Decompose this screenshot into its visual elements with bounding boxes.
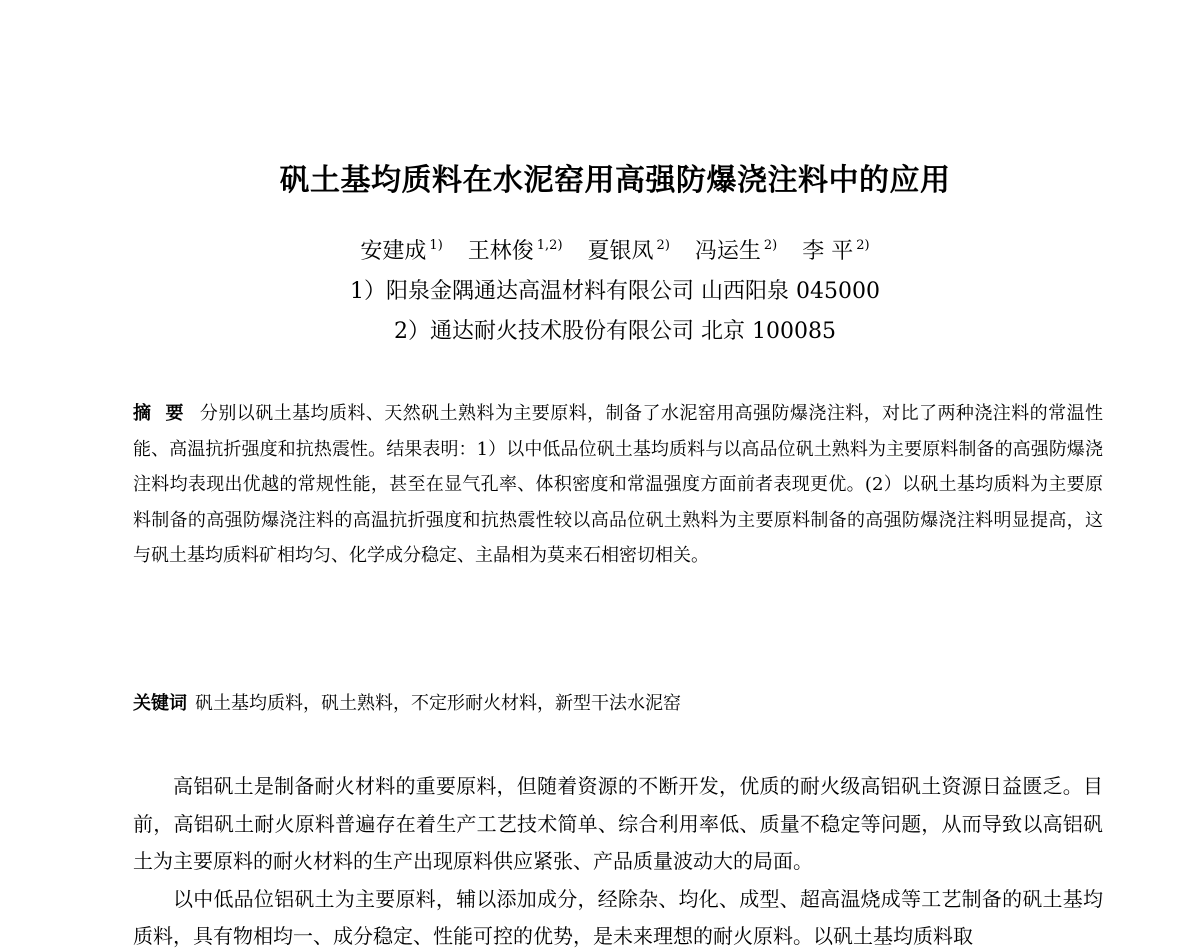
author-affiliation-mark: 2)	[656, 238, 670, 253]
author-name: 夏银凤	[587, 239, 654, 264]
author-name: 安建成	[360, 239, 427, 264]
body-paragraph: 高铝矾土是制备耐火材料的重要原料，但随着资源的不断开发，优质的耐火级高铝矾土资源日益匮乏。目前，高铝矾土耐火原料普遍存在着生产工艺技术简单、综合利用率低、质量不稳定等问题，从而导致以高铝矾土为主要原料的耐火材料的生产出现原料供应紧张、产品质量波动大的局面。	[133, 774, 1103, 873]
affiliation-2: 2）通达耐火技术股份有限公司 北京 100085	[394, 319, 836, 344]
author	[695, 228, 777, 270]
body-paragraph: 以中低品位铝矾土为主要原料，辅以添加成分，经除杂、均化、成型、超高温烧成等工艺制备的矾土基均质料，具有物相均一、成分稳定、性能可控的优势，是未来理想的耐火原料。以矾土基均质料取	[133, 886, 1103, 948]
affiliation-1: 1）阳泉金隅通达高温材料有限公司 山西阳泉 045000	[350, 279, 880, 304]
author-affiliation-mark: 1)	[429, 238, 443, 253]
keywords	[133, 686, 1103, 721]
author-affiliation-mark: 2)	[856, 238, 870, 253]
body-text	[133, 768, 1103, 952]
author	[802, 228, 869, 270]
author-affiliation-mark: 2)	[763, 238, 778, 253]
author-list	[0, 228, 1200, 270]
author	[588, 228, 670, 270]
author-name: 冯运生	[694, 239, 761, 264]
abstract-label: 摘要	[133, 403, 198, 424]
author	[468, 228, 563, 270]
keywords-text: 矾土基均质料，矾土熟料，不定形耐火材料，新型干法水泥窑	[195, 693, 681, 714]
author-name: 王林俊	[467, 239, 534, 264]
keywords-label: 关键词	[133, 693, 187, 714]
author-name: 李 平	[802, 239, 854, 264]
paper-title: 矾土基均质料在水泥窑用高强防爆浇注料中的应用	[279, 163, 951, 198]
abstract-text: 分别以矾土基均质料、天然矾土熟料为主要原料，制备了水泥窑用高强防爆浇注料，对比了两种浇注料的常温性能、高温抗折强度和抗热震性。结果表明：1）以中低品位矾土基均质料与以高品位矾土熟料为主要原料制备的高强防爆浇注料均表现出优越的常规性能，甚至在显气孔率、体积密度和常温强度方面前者表现更优。(2）以矾土基均质料为主要原料制备的高强防爆浇注料的高温抗折强度和抗热震性较以高品位矾土熟料为主要原料制备的高强防爆浇注料明显提高，这与矾土基均质料矿相均匀、化学成分稳定、主晶相为莫来石相密切相关。	[133, 403, 1104, 566]
author	[360, 228, 442, 270]
abstract	[133, 396, 1103, 574]
author-affiliation-mark: 1,2)	[536, 238, 563, 253]
